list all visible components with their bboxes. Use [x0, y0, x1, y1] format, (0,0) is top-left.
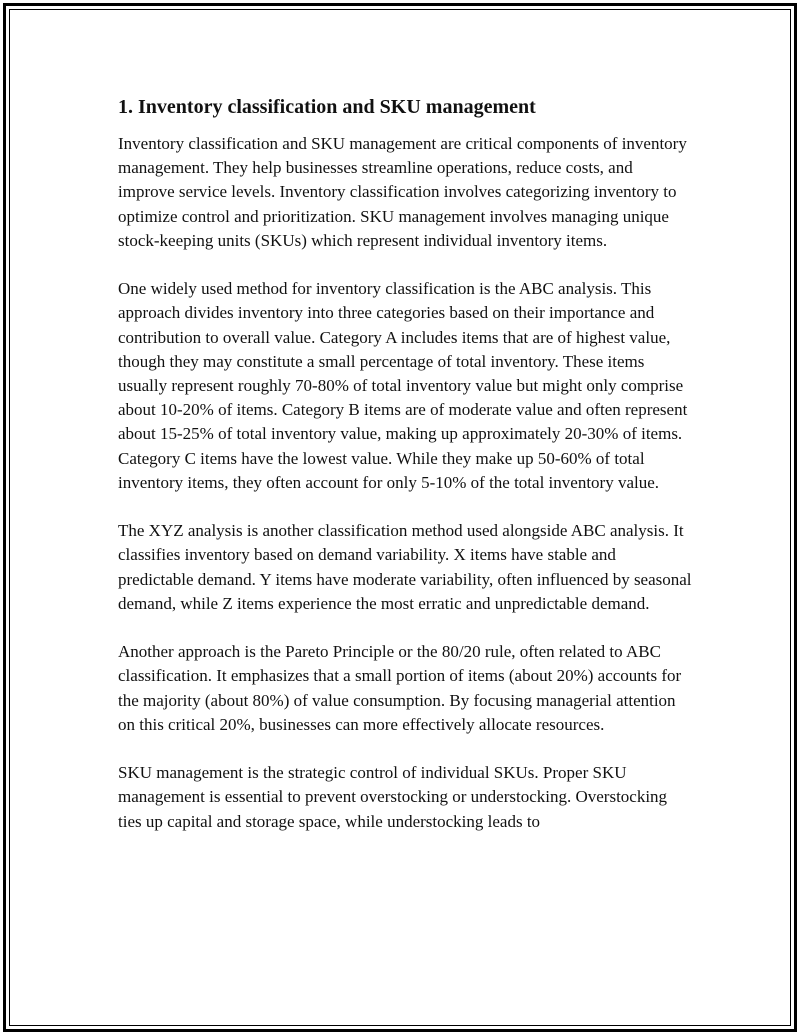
- section-heading: 1. Inventory classification and SKU management: [118, 96, 536, 118]
- paragraph-xyz-analysis: The XYZ analysis is another classification method used alongside ABC analysis. It classifies inventory based on demand variability. X items have stable and predictable demand. Y items have moderate variability, often influenced by seasonal demand, while Z items experience the most erratic and unpredictable demand.: [118, 521, 692, 613]
- paragraph-pareto-principle: Another approach is the Pareto Principle or the 80/20 rule, often related to ABC classification. It emphasizes that a small portion of items (about 20%) accounts for the majority (about 80%) of value consumption. By focusing managerial attention on this critical 20%, businesses can more effectively allocate resources.: [118, 642, 682, 734]
- paragraph-sku-management: SKU management is the strategic control of individual SKUs. Proper SKU management is essential to prevent overstocking or understocking. Overstocking ties up capital and storage space, while understocking leads to: [118, 763, 668, 831]
- document-body: [118, 94, 693, 858]
- paragraph-abc-analysis: One widely used method for inventory classification is the ABC analysis. This approach divides inventory into three categories based on their importance and contribution to overall value. Category A includes items that are of highest value, though they may constitute a small percentage of total inventory. These items usually represent roughly 70-80% of total inventory value but might only comprise about 10-20% of items. Category B items are of moderate value and often represent about 15-25% of total inventory value, making up approximately 20-30% of items. Category C items have the lowest value. While they make up 50-60% of total inventory items, they often account for only 5-10% of the total inventory value.: [118, 279, 688, 492]
- paragraph-intro: Inventory classification and SKU management are critical components of inventory management. They help businesses streamline operations, reduce costs, and improve service levels. Inventory classification involves categorizing inventory to optimize control and prioritization. SKU management involves managing unique stock-keeping units (SKUs) which represent individual inventory items.: [118, 134, 687, 250]
